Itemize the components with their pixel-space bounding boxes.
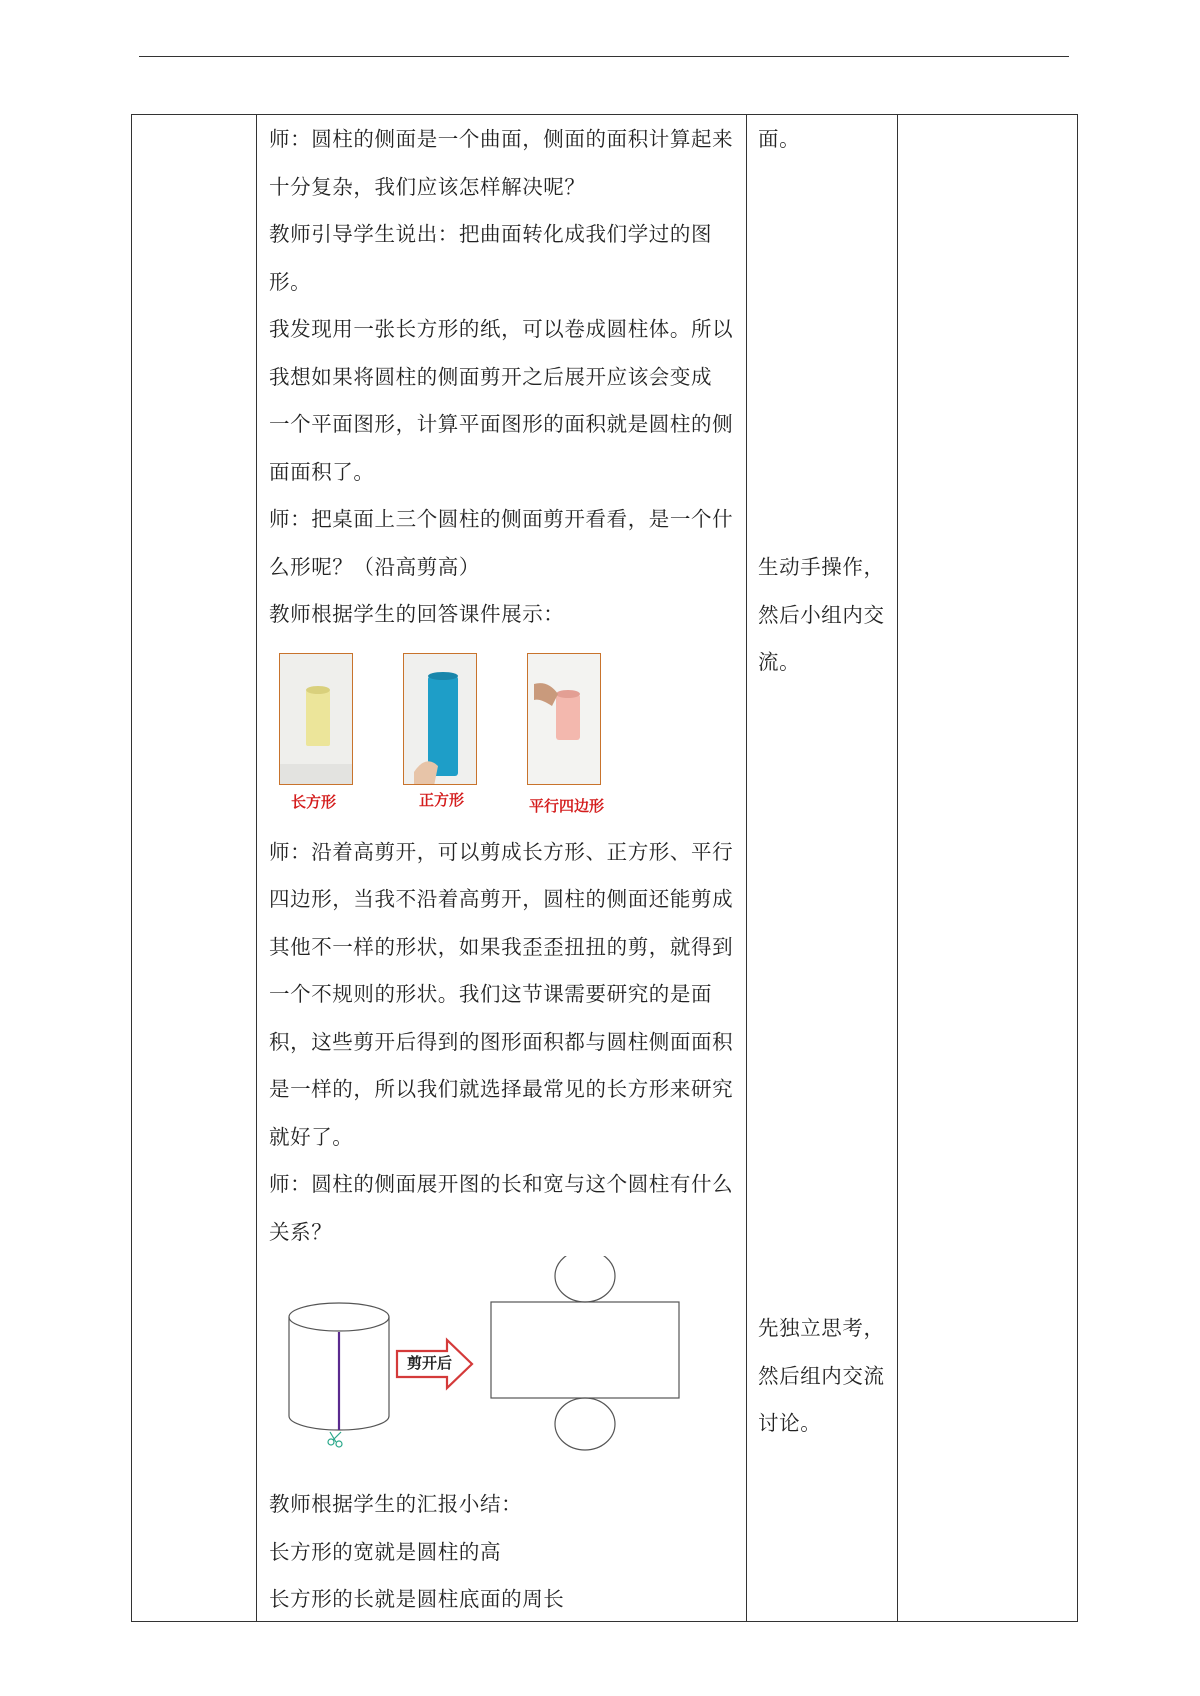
net-drawing xyxy=(491,1256,679,1450)
teaching-process-column xyxy=(269,116,739,1624)
paragraph: 教师根据学生的回答课件展示： xyxy=(269,602,565,626)
paragraph: 师：圆柱的侧面展开图的长和宽与这个圆柱有什么 关系？ xyxy=(269,1172,734,1244)
paragraph: 师：把桌面上三个圆柱的侧面剪开看看，是一个什 么形呢？（沿高剪高） xyxy=(269,507,734,579)
scissors-icon xyxy=(328,1432,342,1447)
photo-yellow-cylinder xyxy=(279,653,353,785)
paragraph: 我发现用一张长方形的纸，可以卷成圆柱体。所以 我想如果将圆柱的侧面剪开之后展开应该会变成 一个平面图形，计算平面图形的面积就是圆柱的侧 面面积了。 xyxy=(269,317,734,484)
paragraph: 师：沿着高剪开，可以剪成长方形、正方形、平行 四边形，当我不沿着高剪开，圆柱的侧面还能剪成 其他不一样的形状，如果我歪歪扭扭的剪，就得到 一个不规则的形状。我们这节课需要研究的是面 积，这些剪开后得到的图形面积都与圆柱侧面面积 是一样的，所以我们就选择最常见的长方形来研究 就好了。 xyxy=(269,839,734,1149)
cylinder-net-diagram xyxy=(269,1256,739,1481)
cylinder-drawing xyxy=(289,1303,389,1430)
paragraph: 长方形的长就是圆柱底面的周长 xyxy=(269,1587,565,1611)
header-rule xyxy=(139,56,1069,57)
activity-text-top: 面。 xyxy=(758,127,801,151)
column-divider xyxy=(746,115,747,1621)
lesson-table xyxy=(131,114,1078,1622)
student-activity-column xyxy=(758,116,890,1435)
activity-hands-on: 生动手操作， 然后小组内交 流。 xyxy=(758,555,885,674)
paragraph: 长方形的宽就是圆柱的高 xyxy=(269,1539,502,1564)
paragraph: 教师引导学生说出：把曲面转化成我们学过的图 形。 xyxy=(269,222,713,294)
paragraph: 师：圆柱的侧面是一个曲面，侧面的面积计算起来 十分复杂，我们应该怎样解决呢？ xyxy=(269,127,734,199)
column-divider xyxy=(897,115,898,1621)
pink-cylinder-shape xyxy=(556,694,580,740)
caption-parallelogram: 平行四边形 xyxy=(529,796,605,815)
photo-pink-cylinder xyxy=(527,653,601,785)
blue-cylinder-shape xyxy=(428,676,458,776)
caption-rectangle: 长方形 xyxy=(291,792,337,811)
arrow-label: 剪开后 xyxy=(407,1354,453,1372)
photo-blue-cylinder xyxy=(403,653,477,785)
column-divider xyxy=(256,115,257,1621)
paragraph: 教师根据学生的汇报小结： xyxy=(269,1492,523,1516)
yellow-cylinder-shape xyxy=(306,690,330,746)
activity-think-discuss: 先独立思考， 然后组内交流 讨论。 xyxy=(758,1316,885,1435)
caption-square: 正方形 xyxy=(419,790,465,809)
cylinder-photos xyxy=(269,639,739,829)
